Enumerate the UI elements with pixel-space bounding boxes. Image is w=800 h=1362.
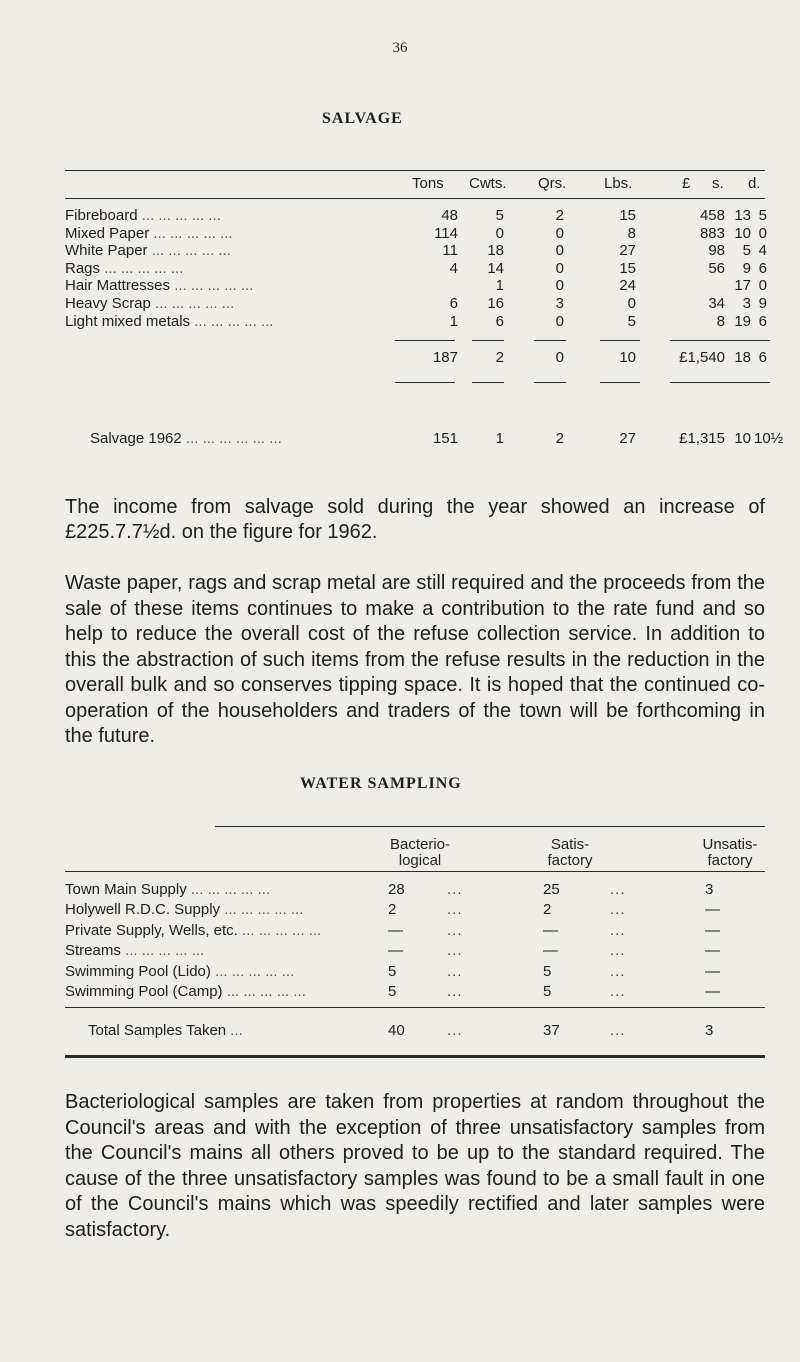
total-underline-qrs (534, 382, 566, 383)
salvage-row-qrs: 0 (555, 224, 564, 242)
water-row-label: Streams ... ... ... ... ... (65, 942, 205, 960)
water-row-bacteriological: — (388, 921, 403, 939)
salvage-row-pence: 4 (758, 242, 767, 260)
total-cwts: 2 (495, 349, 504, 366)
col-shillings: s. (712, 175, 724, 192)
salvage-row-label: Fibreboard ... ... ... ... ... (65, 207, 221, 224)
salvage-row-cwts: 1 (495, 277, 504, 295)
salvage-row-lbs: 8 (627, 224, 636, 242)
water-row-leader-1: ... (447, 983, 463, 1000)
salvage-waste-paragraph: Waste paper, rags and scrap metal are still required and the proceeds from the sale of these items continues to make a contribution to the rate fund and so help to reduce the overall cost of the refuse collection service. In addition to this the abstraction of such items from the refuse results in the reduction in the overall bulk and so conserves tipping space. It is hoped that the continued co-operation of the householders and traders of the town will be forthcoming in the future. (65, 572, 765, 747)
water-row-leader-2: ... (610, 921, 626, 939)
water-sampling-heading: WATER SAMPLING (300, 775, 462, 792)
water-row-leader-2: ... (610, 942, 626, 960)
water-row-satisfactory: — (543, 921, 558, 939)
prev-qrs: 2 (555, 430, 564, 447)
col-satisfactory-line2: factory (547, 852, 593, 869)
water-row-unsatisfactory: — (705, 983, 720, 1000)
salvage-row-shillings: 13 (734, 207, 751, 224)
salvage-row-tons: 48 (441, 207, 458, 224)
water-total-bacteriological: 40 (388, 1022, 405, 1039)
total-tons: 187 (432, 349, 458, 366)
salvage-heading: SALVAGE (322, 110, 403, 127)
col-pounds: £ (682, 175, 691, 192)
salvage-row-pence: 6 (758, 259, 767, 277)
salvage-row-cwts: 18 (487, 242, 504, 260)
salvage-row-qrs: 0 (555, 277, 564, 295)
col-unsatisfactory-line2: factory (707, 852, 753, 869)
salvage-header-rule-left (65, 198, 425, 199)
salvage-row-pence: 9 (758, 295, 767, 312)
water-row-label: Town Main Supply ... ... ... ... ... (65, 881, 271, 898)
salvage-row-label: White Paper ... ... ... ... ... (65, 242, 231, 260)
salvage-row-label: Heavy Scrap ... ... ... ... ... (65, 295, 235, 312)
water-row-satisfactory: 5 (543, 962, 552, 980)
water-row-leader-2: ... (610, 881, 626, 898)
water-row-leader-1: ... (447, 921, 463, 939)
water-total-satisfactory: 37 (543, 1022, 560, 1039)
salvage-row-tons: 114 (434, 224, 458, 242)
prev-cwts: 1 (495, 430, 504, 447)
salvage-row-qrs: 0 (555, 312, 564, 330)
salvage-row-pounds: 98 (708, 242, 725, 260)
prev-pence: 10½ (754, 430, 784, 447)
col-lbs: Lbs. (604, 175, 633, 192)
water-row-unsatisfactory: 3 (705, 881, 714, 898)
salvage-row-shillings: 19 (734, 312, 751, 330)
water-row-leader-1: ... (447, 962, 463, 980)
water-row-label: Swimming Pool (Lido) ... ... ... ... ... (65, 962, 295, 980)
salvage-row-lbs: 0 (627, 295, 636, 312)
salvage-header-rule-right (425, 198, 765, 199)
salvage-row-qrs: 0 (555, 242, 564, 260)
water-total-unsatisfactory: 3 (705, 1022, 714, 1039)
water-total-leader-1: ... (447, 1022, 463, 1039)
total-pounds: £1,540 (679, 349, 725, 366)
prev-tons: 151 (432, 430, 458, 447)
water-row-unsatisfactory: — (705, 921, 720, 939)
salvage-row-shillings: 9 (742, 259, 751, 277)
water-row-bacteriological: 2 (388, 901, 397, 919)
total-underline-cwts (472, 382, 504, 383)
salvage-row-label: Mixed Paper ... ... ... ... ... (65, 224, 233, 242)
water-row-satisfactory: — (543, 942, 558, 960)
salvage-row-lbs: 15 (619, 207, 636, 224)
col-bacteriological-line1: Bacterio- (389, 836, 451, 853)
salvage-row-pence: 6 (758, 312, 767, 330)
salvage-row-label: Light mixed metals ... ... ... ... ... (65, 312, 274, 330)
salvage-row-pence: 0 (758, 224, 767, 242)
water-row-label: Private Supply, Wells, etc. ... ... ... ... ... (65, 921, 322, 939)
water-sampling-paragraph: Bacteriological samples are taken from properties at random throughout the Council's areas and with the exception of three unsatisfactory samples from the Council's mains all others proved to be up to the standard required. The cause of the three unsatisfactory samples was found to be a small fault in one of the Council's mains which was speedily rectified and later samples were satisfactory. (65, 1091, 765, 1241)
total-pence: 6 (758, 349, 767, 366)
water-row-bacteriological: 5 (388, 962, 397, 980)
total-rule-tons (395, 340, 455, 341)
salvage-row-lbs: 24 (619, 277, 636, 295)
salvage-row-label: Hair Mattresses ... ... ... ... ... (65, 277, 254, 295)
col-unsatisfactory-line1: Unsatis- (702, 836, 758, 853)
col-satisfactory-line1: Satis- (550, 836, 590, 853)
salvage-row-cwts: 5 (495, 207, 504, 224)
salvage-row-qrs: 3 (555, 295, 564, 312)
water-row-unsatisfactory: — (705, 962, 720, 980)
total-underline-lbs (600, 382, 640, 383)
col-pence: d. (748, 175, 761, 192)
water-row-leader-2: ... (610, 983, 626, 1000)
salvage-row-tons: 11 (442, 242, 458, 260)
salvage-row-cwts: 14 (487, 259, 504, 277)
total-lbs: 10 (619, 349, 636, 366)
total-rule-cwts (472, 340, 504, 341)
salvage-row-cwts: 0 (495, 224, 504, 242)
prev-lbs: 27 (619, 430, 636, 447)
prev-shillings: 10 (734, 430, 751, 447)
salvage-row-pounds: 458 (699, 207, 725, 224)
water-row-leader-1: ... (447, 942, 463, 960)
total-underline-money (670, 382, 770, 383)
salvage-row-pence: 0 (758, 277, 767, 295)
water-bottom-rule (65, 1055, 765, 1058)
water-row-unsatisfactory: — (705, 901, 720, 919)
total-qrs: 0 (555, 349, 564, 366)
water-top-rule (215, 826, 765, 827)
salvage-row-pence: 5 (758, 207, 767, 224)
water-row-leader-1: ... (447, 901, 463, 919)
col-bacteriological-line2: logical (398, 852, 442, 869)
water-row-bacteriological: 5 (388, 983, 397, 1000)
prev-pounds: £1,315 (679, 430, 725, 447)
salvage-row-pounds: 56 (708, 259, 725, 277)
total-rule-lbs (600, 340, 640, 341)
water-row-satisfactory: 5 (543, 983, 552, 1000)
salvage-row-shillings: 10 (734, 224, 751, 242)
water-row-satisfactory: 25 (543, 881, 560, 898)
water-body-rule (65, 1007, 765, 1008)
water-row-leader-2: ... (610, 962, 626, 980)
salvage-row-shillings: 3 (742, 295, 751, 312)
salvage-row-pounds: 8 (716, 312, 725, 330)
salvage-row-pounds: 34 (708, 295, 725, 312)
salvage-row-cwts: 16 (487, 295, 504, 312)
salvage-row-qrs: 2 (555, 207, 564, 224)
water-row-satisfactory: 2 (543, 901, 552, 919)
col-qrs: Qrs. (538, 175, 567, 192)
water-row-label: Holywell R.D.C. Supply ... ... ... ... ... (65, 901, 304, 919)
salvage-row-shillings: 5 (742, 242, 751, 260)
salvage-row-lbs: 15 (619, 259, 636, 277)
water-row-unsatisfactory: — (705, 942, 720, 960)
salvage-row-qrs: 0 (555, 259, 564, 277)
total-rule-money (670, 340, 770, 341)
salvage-row-label: Rags ... ... ... ... ... (65, 259, 184, 277)
salvage-row-lbs: 27 (619, 242, 636, 260)
total-underline-tons (395, 382, 455, 383)
water-total-label: Total Samples Taken ... (88, 1022, 243, 1039)
salvage-row-tons: 1 (449, 312, 458, 330)
water-row-leader-1: ... (447, 881, 463, 898)
water-total-leader-2: ... (610, 1022, 626, 1039)
salvage-row-tons: 4 (449, 259, 458, 277)
salvage-row-cwts: 6 (495, 312, 504, 330)
water-row-bacteriological: 28 (388, 881, 405, 898)
total-rule-qrs (534, 340, 566, 341)
salvage-row-pounds: 883 (699, 224, 725, 242)
water-row-bacteriological: — (388, 942, 403, 960)
salvage-row-lbs: 5 (627, 312, 636, 330)
prev-year-label: Salvage 1962 ... ... ... ... ... ... (90, 430, 282, 447)
water-row-leader-2: ... (610, 901, 626, 919)
page-number: 36 (392, 40, 408, 56)
salvage-row-tons: 6 (449, 295, 458, 312)
col-cwts: Cwts. (469, 175, 507, 192)
water-header-rule (65, 871, 765, 872)
col-tons: Tons (412, 175, 444, 192)
water-row-label: Swimming Pool (Camp) ... ... ... ... ... (65, 983, 306, 1000)
salvage-row-shillings: 17 (734, 277, 751, 295)
total-shillings: 18 (734, 349, 751, 366)
salvage-income-paragraph: The income from salvage sold during the year showed an increase of £225.7.7½d. on the figure for 1962. (65, 496, 765, 543)
salvage-top-rule (65, 170, 765, 171)
